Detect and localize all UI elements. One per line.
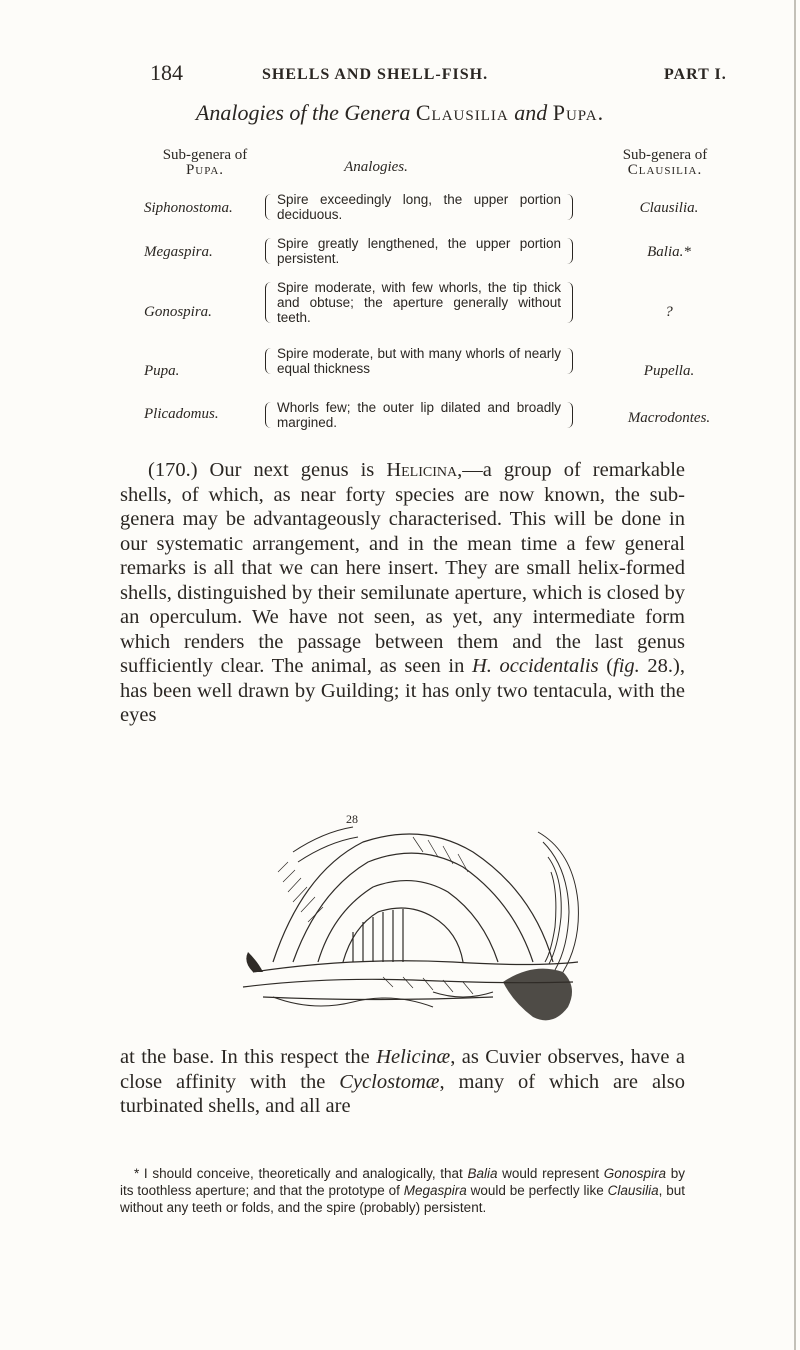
clausilia-subgenus: Macrodontes. bbox=[627, 410, 711, 426]
pupa-subgenus: Plicadomus. bbox=[144, 406, 219, 422]
species-name: H. occidentalis bbox=[471, 655, 599, 677]
figure-reference: fig. bbox=[613, 655, 640, 677]
group-helicinae: Helicinæ bbox=[376, 1046, 451, 1068]
genus-helicina: Helicina bbox=[386, 459, 458, 481]
text-run: , but without any teeth or folds, and the spire (probably) persistent. bbox=[120, 1183, 685, 1215]
text-run: at the base. In this respect the bbox=[120, 1046, 377, 1068]
text-run: , many of which are also turbinated shells, and all are bbox=[120, 1070, 685, 1117]
text-run: would represent bbox=[497, 1166, 604, 1181]
analogy-text: Spire moderate, but with many whorls of nearly equal thickness bbox=[265, 346, 573, 376]
genus-name: Balia bbox=[467, 1166, 498, 1181]
table-title-italic: Analogies of the Genera bbox=[195, 100, 411, 125]
paragraph-number: (170.) bbox=[148, 459, 198, 481]
text-run: 28.), has been well drawn by Guilding; it has only two tentacula, with the eyes bbox=[120, 655, 686, 726]
column-head-pupa-line2: Pupa. bbox=[185, 162, 225, 178]
genus-name: Clausilia bbox=[607, 1183, 659, 1198]
paragraph-continued bbox=[120, 1045, 685, 1119]
part-label: PART I. bbox=[664, 66, 727, 83]
column-head-pupa-line1: Sub-genera of bbox=[162, 147, 248, 163]
running-title: SHELLS AND SHELL-FISH. bbox=[262, 66, 489, 83]
column-head-clausilia bbox=[590, 148, 740, 178]
page-number: 184 bbox=[150, 60, 183, 85]
column-head-pupa bbox=[140, 148, 270, 178]
analogy-text: Spire exceedingly long, the upper portion deciduous. bbox=[265, 192, 573, 222]
analogy-text: Spire greatly lengthened, the upper portion persistent. bbox=[265, 236, 573, 266]
analogy-text: Spire moderate, with few whorls, the tip thick and obtuse; the aperture generally without teeth. bbox=[265, 280, 573, 325]
table-title-genus2: Pupa. bbox=[552, 100, 605, 125]
pupa-subgenus: Pupa. bbox=[144, 363, 180, 379]
text-run: Our next genus is bbox=[197, 459, 387, 481]
text-run: by its toothless aperture; and that the prototype of bbox=[120, 1166, 685, 1198]
genus-name: Megaspira bbox=[403, 1183, 467, 1198]
text-run: * I should conceive, theoretically and analogically, that bbox=[134, 1166, 468, 1181]
clausilia-subgenus: ? bbox=[665, 304, 673, 320]
genus-name: Gonospira bbox=[603, 1166, 667, 1181]
table-title-and: and bbox=[514, 100, 548, 125]
footnote bbox=[120, 1165, 685, 1216]
figure-number: 28 bbox=[346, 812, 358, 826]
pupa-subgenus: Megaspira. bbox=[144, 244, 213, 260]
snail-figure-engraving bbox=[233, 812, 593, 1032]
text-run: would be perfectly like bbox=[466, 1183, 608, 1198]
clausilia-subgenus: Clausilia. bbox=[639, 200, 699, 216]
text-run: ,—a group of remarkable shells, of which, as near forty species are now known, the sub-genera may be advantageously characterised. This will be done in our systematic arrangement, and in the mean time a few general remarks is all that we can here insert. They are small helix-formed shells, distinguished by their semilunate aperture, which is closed by an operculum. We have not seen, as yet, any intermediate form which renders the passage between them and the last genus sufficiently clear. The animal, as seen in bbox=[120, 459, 685, 677]
clausilia-subgenus: Pupella. bbox=[643, 363, 695, 379]
pupa-subgenus: Siphonostoma. bbox=[144, 200, 233, 216]
analogy-text: Whorls few; the outer lip dilated and broadly margined. bbox=[265, 400, 573, 430]
paragraph-170 bbox=[120, 458, 685, 728]
running-head bbox=[0, 60, 800, 90]
page-edge-divider bbox=[794, 0, 796, 1350]
text-run: , as Cuvier observes, have a close affinity with the bbox=[120, 1046, 685, 1093]
group-cyclostomae: Cyclostomæ bbox=[339, 1070, 440, 1093]
table-title bbox=[0, 100, 800, 126]
text-run: ( bbox=[598, 655, 614, 677]
column-head-analogies: Analogies. bbox=[344, 159, 408, 175]
pupa-subgenus: Gonospira. bbox=[144, 304, 212, 320]
table-title-genus1: Clausilia bbox=[415, 100, 509, 125]
column-head-clausilia-line1: Sub-genera of bbox=[622, 147, 708, 163]
clausilia-subgenus: Balia.* bbox=[647, 244, 691, 260]
column-head-clausilia-line2: Clausilia. bbox=[627, 162, 703, 178]
